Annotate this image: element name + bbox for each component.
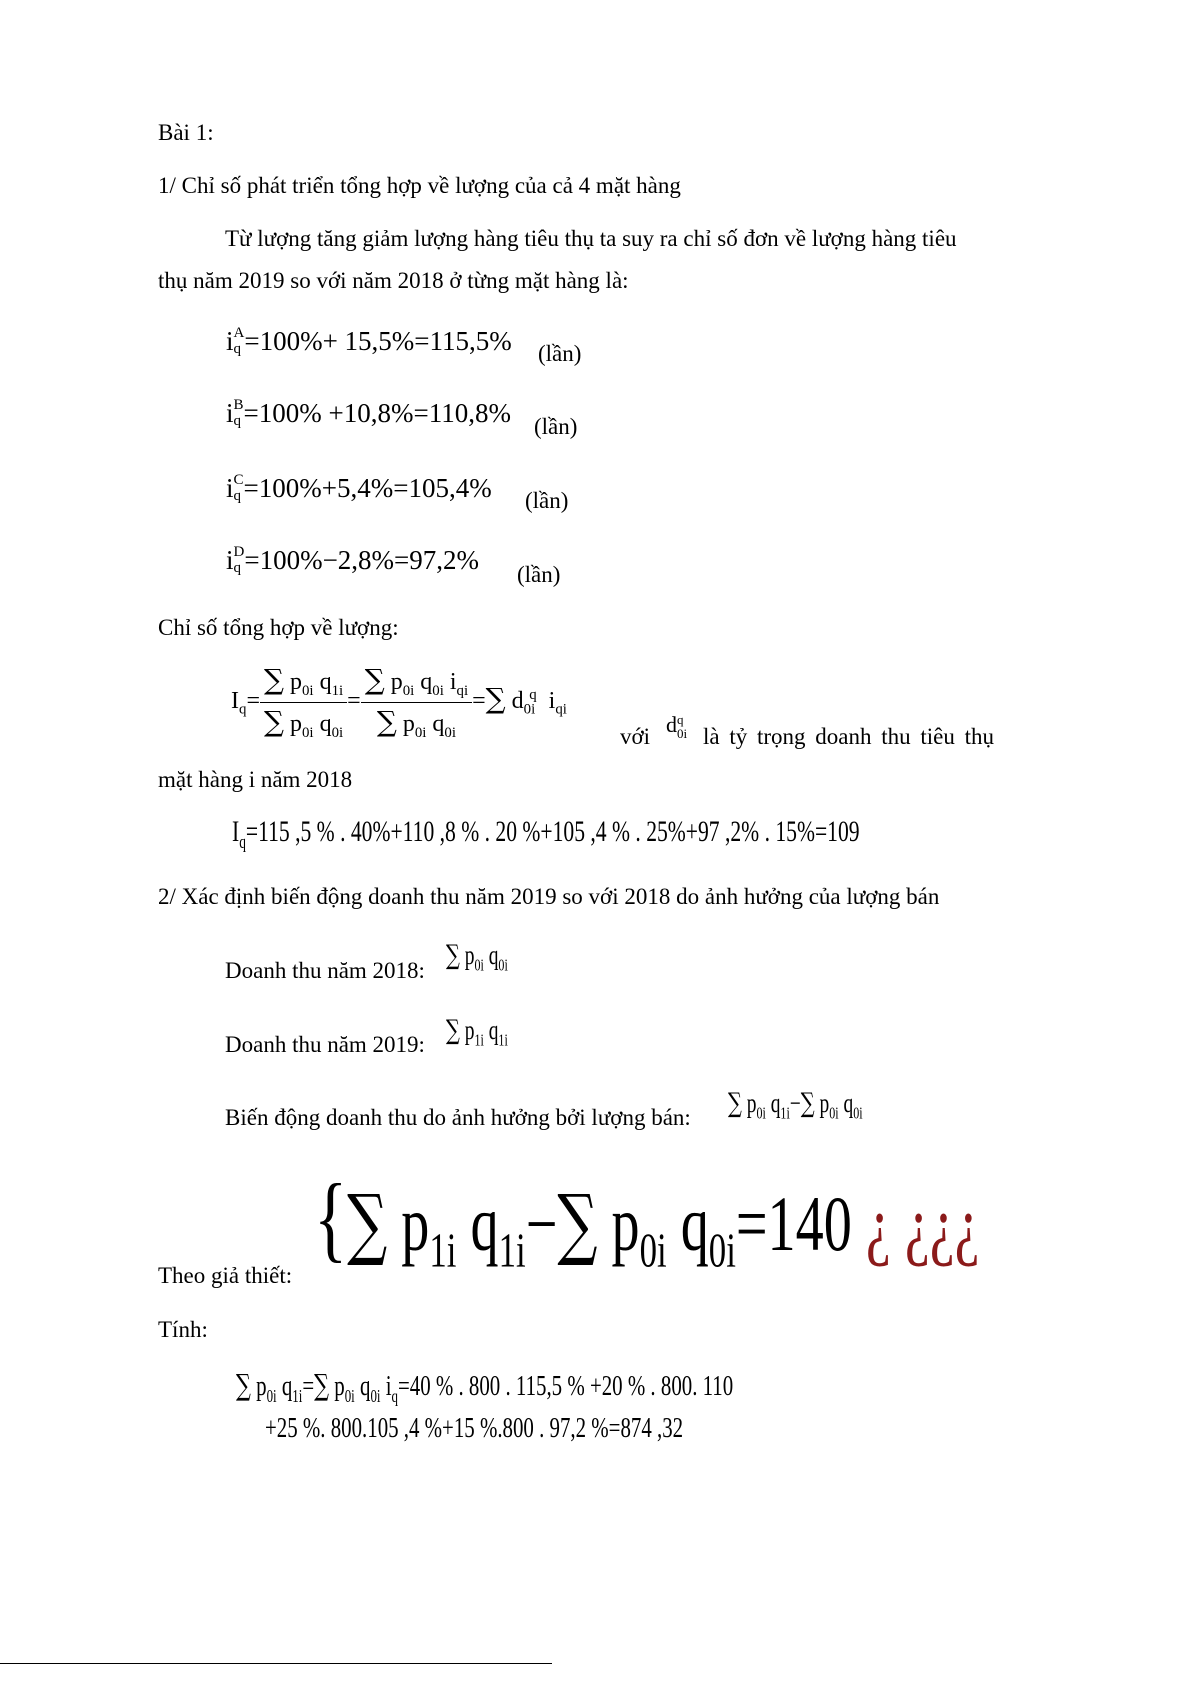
sigma-icon: ∑: [485, 681, 506, 715]
index-b-subscript: q: [233, 412, 242, 429]
index-d-formula: [226, 545, 479, 579]
symbol-i: i: [226, 545, 234, 575]
index-b-expression: =100% +10,8%=110,8%: [243, 398, 511, 428]
weight-symbol: d q 0i: [666, 711, 688, 741]
index-d-unit: (lần): [517, 562, 561, 587]
revenue-2019-formula: ∑ $p_{1i}$ $q_{1i}$: [446, 1015, 508, 1050]
revenue-2018-formula: ∑ $p_{0i}$ $q_{0i}$: [446, 940, 508, 975]
fraction-1: $\frac{\sum p_{0i} q_{1i}}{\sum p_{0i} q_{0i}}$: [260, 663, 347, 742]
revenue-2019-label: Doanh thu năm 2019:: [225, 1032, 425, 1057]
revenue-change-label: Biến động doanh thu do ảnh hưởng bởi lượng bán:: [225, 1105, 691, 1130]
index-b-unit: (lần): [534, 414, 578, 439]
index-d-expression: =100%−2,8%=97,2%: [244, 545, 480, 575]
result-formula-line-2: +25 %. 800.105 ,4 %+15 %.800 . 97,2 %=874 ,32: [265, 1412, 684, 1444]
sigma-icon: ∑: [557, 1179, 598, 1269]
index-c-superscript: C: [233, 471, 244, 488]
sigma-icon: ∑: [263, 663, 284, 696]
intro-line-2: thụ năm 2019 so với năm 2018 ở từng mặt hàng là:: [158, 268, 629, 293]
index-a-formula: [226, 326, 512, 360]
index-d-superscript: D: [233, 543, 245, 560]
assumption-label: Theo giả thiết:: [158, 1263, 293, 1288]
aggregate-calculation: $I_q=115$ ,5 % . 40%+110 ,8 % . 20 %+105 ,4 % . 25%+97 ,2% . 15%=109: [232, 815, 860, 853]
index-c-expression: =100%+5,4%=105,4%: [243, 473, 492, 503]
index-a-unit: (lần): [538, 341, 582, 366]
sigma-icon: ∑: [314, 1368, 330, 1402]
aggregate-index-formula: $I_q=$ $\frac{\sum p_{0i} q_{1i}}{\sum p_{0i} q_{0i}}$ = $\frac{\sum p_{0i} q_{0i} i_{qi}}{\sum p_{0i} q_{0i}}$ =∑ $d_{0i}^q$ $i_{qi}$: [231, 663, 567, 741]
index-d-subscript: q: [233, 559, 242, 576]
sigma-icon: ∑: [446, 940, 460, 971]
sigma-icon: ∑: [446, 1015, 460, 1046]
weight-description: là tỷ trọng doanh thu tiêu thụ: [703, 724, 995, 749]
garbled-characters: ¿ ¿¿¿: [865, 1180, 980, 1267]
symbol-I: I: [231, 687, 239, 714]
index-c-unit: (lần): [525, 488, 569, 513]
aggregate-index-label: Chỉ số tổng hợp về lượng:: [158, 615, 399, 640]
sigma-icon: ∑: [347, 1179, 388, 1269]
index-b-superscript: B: [233, 396, 244, 413]
assumption-value: =140: [735, 1180, 852, 1267]
index-b-formula: [226, 398, 511, 432]
weight-description-continued: mặt hàng i năm 2018: [158, 767, 353, 792]
result-formula-line-1: ∑ $p_{0i}$ $q_{1i}=\sum$ $p_{0i}$ $q_{0i}$ $i_q=40$ % . 800 . 115,5 % +20 % . 800. 110: [236, 1368, 734, 1406]
revenue-2018-label: Doanh thu năm 2018:: [225, 958, 425, 983]
brace-icon: {: [314, 1164, 348, 1271]
revenue-change-formula: ∑ $p_{0i}$ $q_{1i}-\sum$ $p_{0i}$ $q_{0i}$: [728, 1088, 863, 1123]
index-a-subscript: q: [233, 340, 242, 357]
sigma-icon: ∑: [728, 1088, 742, 1119]
section1-title: 1/ Chỉ số phát triển tổng hợp về lượng của cả 4 mặt hàng: [158, 173, 681, 198]
symbol-i: i: [226, 398, 234, 428]
index-c-subscript: q: [233, 487, 242, 504]
assumption-formula: {∑ $p_{1i}$ $q_{1i}-\sum$ $p_{0i}$ $q_{0i}=140$ ¿ ¿¿¿: [314, 1164, 980, 1278]
sigma-icon: ∑: [800, 1088, 815, 1119]
with-word: với: [620, 724, 651, 749]
index-a-superscript: A: [233, 324, 245, 341]
index-c-formula: [226, 473, 492, 507]
symbol-i: i: [226, 473, 234, 503]
sigma-icon: ∑: [236, 1368, 251, 1402]
sigma-icon: ∑: [364, 663, 385, 696]
fraction-2: $\frac{\sum p_{0i} q_{0i} i_{qi}}{\sum p_{0i} q_{0i}}$: [361, 663, 472, 742]
exercise-heading: Bài 1:: [158, 120, 214, 145]
footnote-separator: [0, 1663, 552, 1664]
section2-title: 2/ Xác định biến động doanh thu năm 2019 so với 2018 do ảnh hưởng của lượng bán: [158, 884, 940, 909]
sigma-icon: ∑: [376, 704, 397, 738]
compute-label: Tính:: [158, 1317, 208, 1342]
index-a-expression: =100%+ 15,5%=115,5%: [244, 326, 512, 356]
sigma-icon: ∑: [263, 704, 284, 738]
symbol-i: i: [226, 326, 234, 356]
intro-line-1: Từ lượng tăng giảm lượng hàng tiêu thụ ta suy ra chỉ số đơn về lượng hàng tiêu: [225, 226, 957, 251]
